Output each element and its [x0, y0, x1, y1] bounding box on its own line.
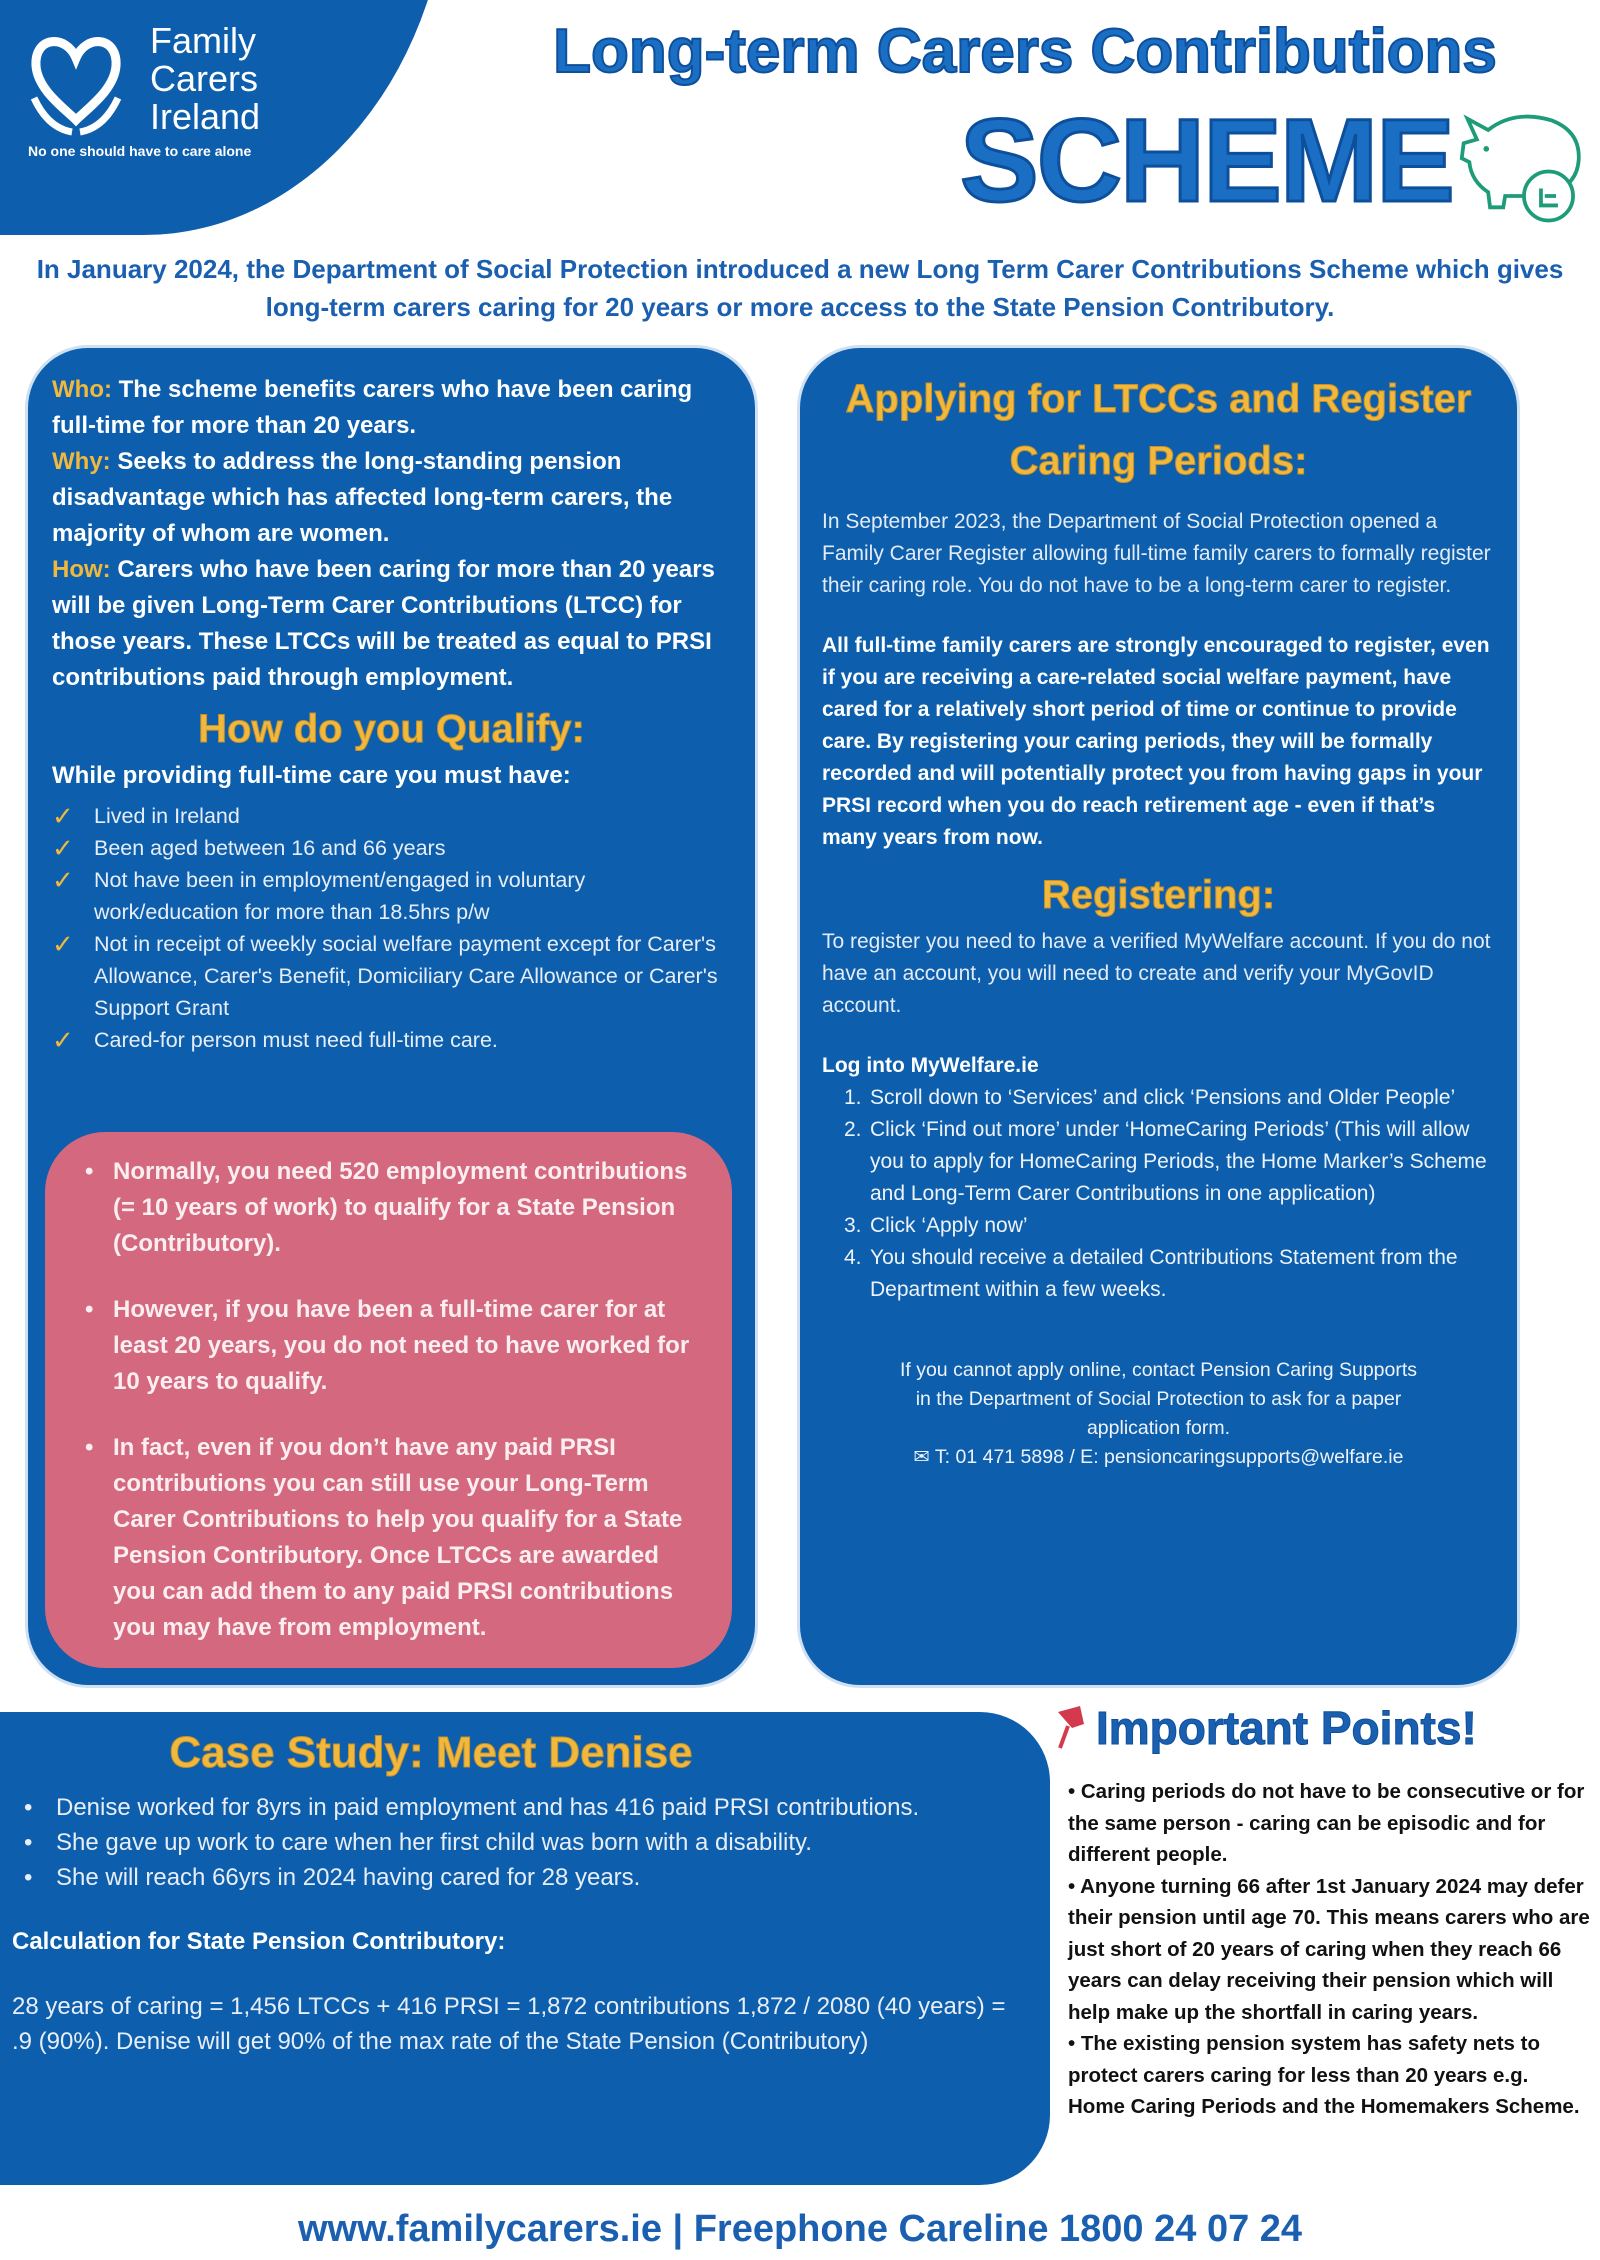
list-item: 3. Click ‘Apply now’: [844, 1214, 1028, 1237]
page-title: Long-term Carers Contributions: [553, 17, 1497, 86]
list-item: • In fact, even if you don’t have any paid PRSI contributions you can still use your Long-Term Carer Contributions to help you qualify for a State Pension Contributory. Once LTCCs are awarded you can add them to any paid PRSI contributions you may have from employment.: [85, 1430, 702, 1646]
register-intro: In September 2023, the Department of Social Protection opened a Family Carer Register allowing full-time family carers to formally register their caring role. You do not have to be a long-term carer to register.: [822, 510, 1491, 597]
who-paragraph: Who: The scheme benefits carers who have been caring full-time for more than 20 years.: [52, 376, 693, 439]
pension-facts-box: [45, 1132, 732, 1668]
checkmark-icon: ✓: [52, 833, 74, 863]
heart-hands-icon: [28, 28, 124, 138]
calculation-text: 28 years of caring = 1,456 LTCCs + 416 PRSI = 1,872 contributions 1,872 / 2080 (40 years) = .9 (90%). Denise will get 90% of the max rate of the State Pension (Contributory): [12, 1993, 1006, 2055]
steps-list: [844, 1082, 1495, 1306]
intro-text: In January 2024, the Department of Social Protection introduced a new Long Term Carer Contributions Scheme which gives long-term carers caring for 20 years or more access to the State Pension Contributory.: [36, 254, 1564, 322]
list-item: • Normally, you need 520 employment contributions (= 10 years of work) to qualify for a State Pension (Contributory).: [85, 1154, 702, 1262]
important-heading: Important Points!: [1096, 1702, 1477, 1754]
list-item: • Anyone turning 66 after 1st January 2024 may defer their pension until age 70. This means carers who are just short of 20 years of caring when they reach 66 years can delay receiving their pension which will help make up the shortfall in caring years.: [1068, 1874, 1590, 2024]
how-paragraph: How: Carers who have been caring for more than 20 years will be given Long-Term Carer Contributions (LTCC) for those years. These LTCCs will be treated as equal to PRSI contributions paid through employment.: [52, 556, 715, 691]
list-item: ✓ Been aged between 16 and 66 years: [52, 833, 446, 863]
qualify-heading: How do you Qualify:: [198, 707, 585, 751]
case-study-heading: Case Study: Meet Denise: [169, 1728, 693, 1777]
pushpin-icon: [1052, 1702, 1092, 1752]
logo-name: Family Carers Ireland: [150, 20, 261, 137]
login-heading: Log into MyWelfare.ie: [822, 1054, 1039, 1077]
list-item: • However, if you have been a full-time carer for at least 20 years, you do not need to have worked for 10 years to qualify.: [85, 1292, 702, 1400]
list-item: ✓ Lived in Ireland: [52, 801, 240, 831]
contact-block: If you cannot apply online, contact Pension Caring Supports in the Department of Social Protection to ask for a paper application form. ✉ T: 01 471 5898 / E: pensioncaringsupports@welfare.ie: [899, 1359, 1418, 1468]
checkmark-icon: ✓: [52, 801, 74, 831]
registering-heading: Registering:: [1041, 873, 1276, 917]
calculation-heading: Calculation for State Pension Contributory:: [12, 1928, 506, 1955]
piggy-bank-icon: [1458, 100, 1590, 226]
phone-mail-icon: ✉: [913, 1446, 935, 1468]
contact-details[interactable]: T: 01 471 5898 / E: pensioncaringsupports@welfare.ie: [934, 1446, 1404, 1468]
list-item: • Denise worked for 8yrs in paid employment and has 416 paid PRSI contributions.: [24, 1790, 1050, 1825]
list-item: • She will reach 66yrs in 2024 having cared for 28 years.: [24, 1860, 1050, 1895]
checkmark-icon: ✓: [52, 865, 74, 895]
footer-contact[interactable]: www.familycarers.ie | Freephone Careline 1800 24 07 24: [297, 2208, 1303, 2250]
applying-heading: Applying for LTCCs and Register Caring Periods:: [845, 377, 1472, 483]
list-item: ✓ Not in receipt of weekly social welfare payment except for Carer's Allowance, Carer's Benefit, Domiciliary Care Allowance or Carer's Support Grant: [52, 929, 718, 1020]
qualify-list: [52, 800, 731, 1056]
register-encouragement: All full-time family carers are strongly encouraged to register, even if you are receiving a care-related social welfare payment, have cared for a relatively short period of time or continue to provide care. By registering your caring periods, they will be formally recorded and will potentially protect you from having gaps in your PRSI record when you do reach retirement age - even if that’s many years from now.: [822, 634, 1490, 849]
list-item: ✓ Not have been in employment/engaged in voluntary work/education for more than 18.5hrs p/w: [52, 865, 586, 924]
family-carers-ireland-logo: [28, 22, 308, 162]
checkmark-icon: ✓: [52, 1025, 74, 1055]
list-item: • Caring periods do not have to be consecutive or for the same person - caring can be episodic and for different people.: [1068, 1780, 1585, 1866]
registering-text: To register you need to have a verified MyWelfare account. If you do not have an account, you will need to create and verify your MyGovID account.: [822, 930, 1491, 1017]
list-item: 1. Scroll down to ‘Services’ and click ‘Pensions and Older People’: [844, 1086, 1456, 1109]
case-study-list: [24, 1790, 1050, 1895]
list-item: • She gave up work to care when her first child was born with a disability.: [24, 1825, 1050, 1860]
list-item: 4. You should receive a detailed Contributions Statement from the Department within a few weeks.: [844, 1246, 1458, 1301]
list-item: • The existing pension system has safety nets to protect carers caring for less than 20 years e.g. Home Caring Periods and the Homemakers Scheme.: [1068, 2032, 1580, 2118]
list-item: 2. Click ‘Find out more’ under ‘HomeCaring Periods’ (This will allow you to apply for HomeCaring Periods, the Home Marker’s Scheme and Long-Term Carer Contributions in one application): [844, 1118, 1487, 1205]
checkmark-icon: ✓: [52, 929, 74, 959]
list-item: ✓ Cared-for person must need full-time care.: [52, 1025, 498, 1055]
page-title-scheme: SCHEME: [960, 95, 1453, 227]
important-points: [1050, 1700, 1600, 2123]
logo-tagline: No one should have to care alone: [28, 143, 252, 159]
why-paragraph: Why: Seeks to address the long-standing pension disadvantage which has affected long-term carers, the majority of whom are women.: [52, 448, 673, 547]
qualify-intro: While providing full-time care you must have:: [52, 762, 571, 789]
case-study-panel: [0, 1712, 1050, 2185]
applying-card: [800, 348, 1517, 1685]
